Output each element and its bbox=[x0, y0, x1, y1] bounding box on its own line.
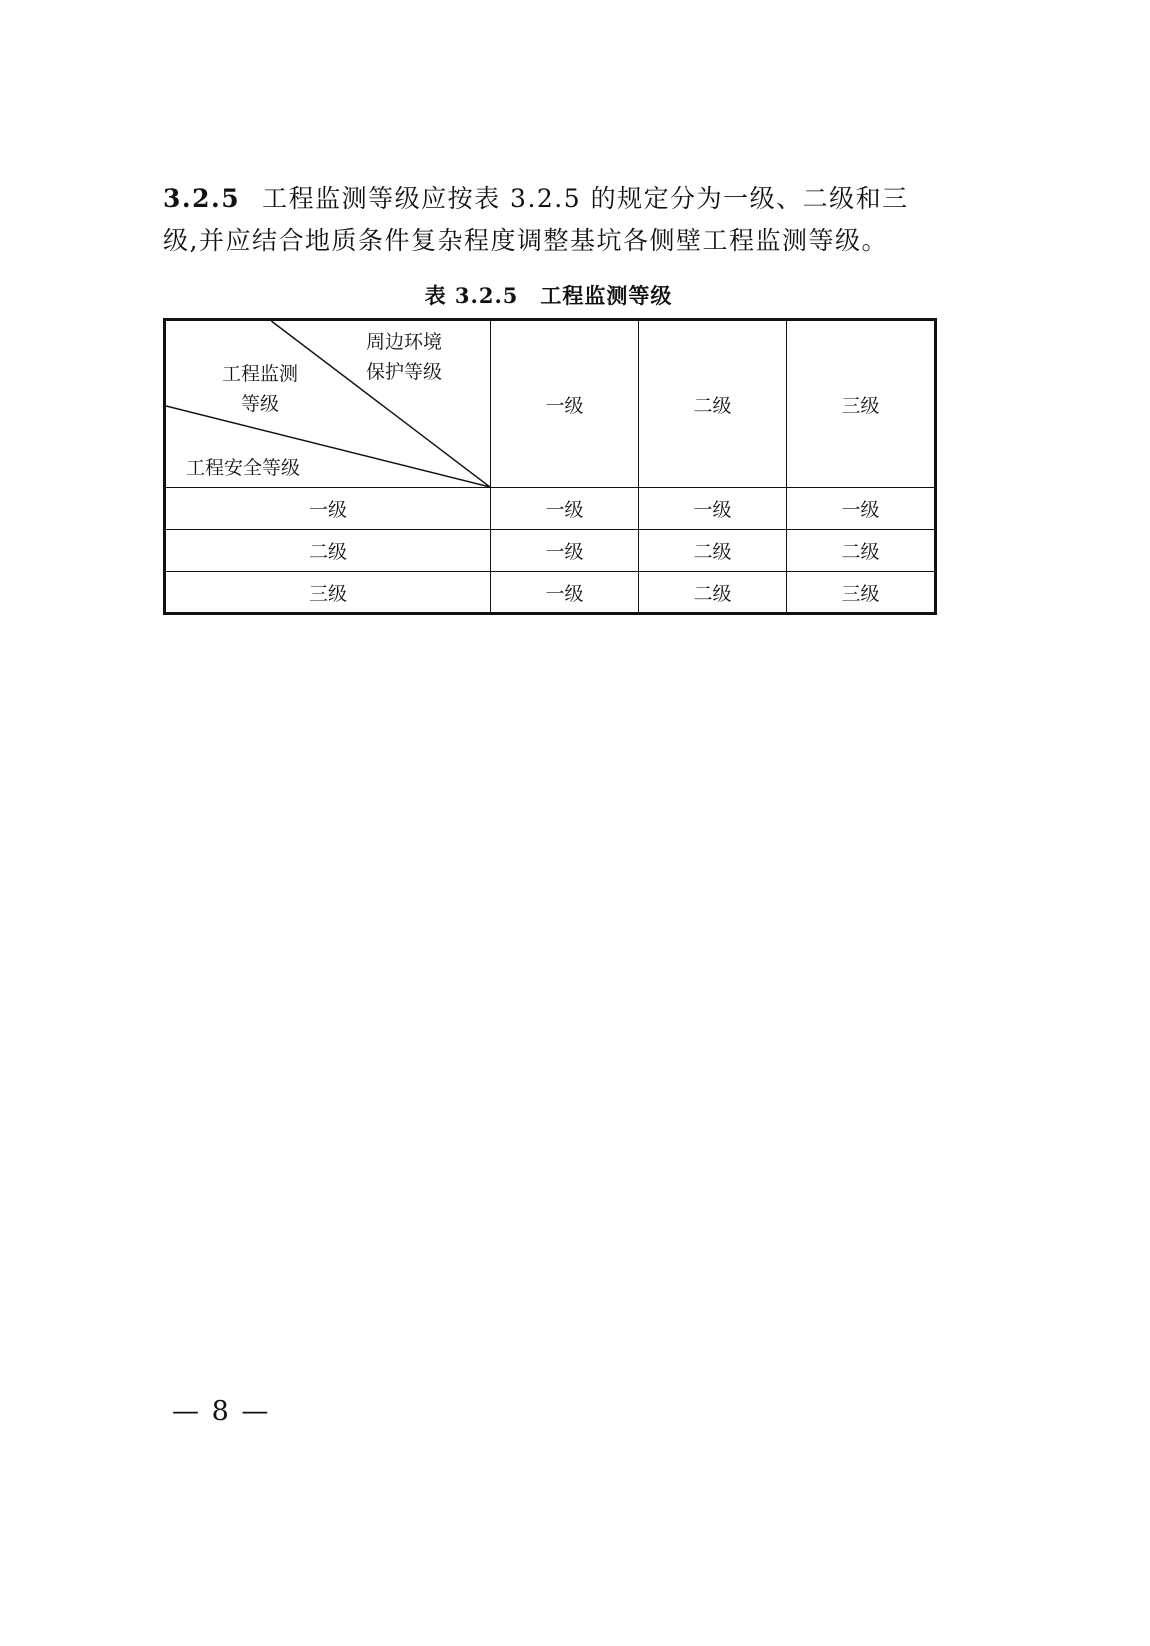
table-cell: 二级 bbox=[639, 530, 787, 572]
monitoring-grade-table bbox=[163, 318, 937, 615]
page-number: — 8 — bbox=[172, 1396, 271, 1427]
table-corner-cell bbox=[165, 320, 491, 488]
corner-label-safety: 工程安全等级 bbox=[186, 457, 301, 479]
table-cell: 一级 bbox=[639, 488, 787, 530]
table-row bbox=[165, 488, 936, 530]
table-cell: 三级 bbox=[787, 572, 936, 614]
table-cell: 一级 bbox=[491, 488, 639, 530]
row-header: 一级 bbox=[165, 488, 491, 530]
clause-paragraph bbox=[163, 178, 943, 262]
table-cell: 一级 bbox=[787, 488, 936, 530]
table-caption bbox=[163, 280, 934, 310]
corner-label-monitoring-line2: 等级 bbox=[241, 393, 280, 415]
corner-label-environment bbox=[366, 327, 442, 387]
corner-label-monitoring-line1: 工程监测 bbox=[222, 363, 299, 385]
row-header: 三级 bbox=[165, 572, 491, 614]
column-header: 二级 bbox=[639, 320, 787, 488]
table-cell: 二级 bbox=[639, 572, 787, 614]
table-cell: 一级 bbox=[491, 530, 639, 572]
column-header: 三级 bbox=[787, 320, 936, 488]
table-row bbox=[165, 530, 936, 572]
column-header: 一级 bbox=[491, 320, 639, 488]
table-header-row bbox=[165, 320, 936, 488]
table-cell: 二级 bbox=[787, 530, 936, 572]
corner-label-environment-line1: 周边环境 bbox=[366, 331, 443, 353]
table-caption-title: 工程监测等级 bbox=[540, 283, 673, 308]
table-row bbox=[165, 572, 936, 614]
clause-text: 工程监测等级应按表 3.2.5 的规定分为一级、二级和三级,并应结合地质条件复杂程度调整基坑各侧壁工程监测等级。 bbox=[163, 184, 909, 255]
row-header: 二级 bbox=[165, 530, 491, 572]
table-caption-number: 表 3.2.5 bbox=[424, 283, 519, 308]
corner-label-environment-line2: 保护等级 bbox=[366, 361, 443, 383]
table-cell: 一级 bbox=[491, 572, 639, 614]
clause-number: 3.2.5 bbox=[163, 184, 241, 213]
corner-label-monitoring bbox=[222, 359, 298, 419]
